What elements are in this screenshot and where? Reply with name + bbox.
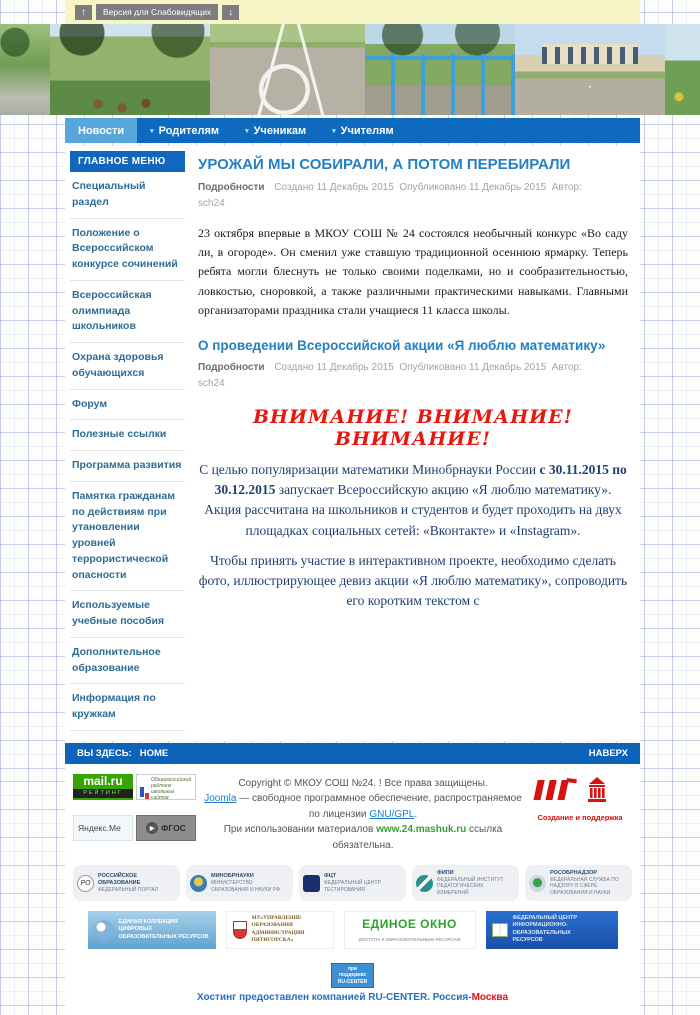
nav-label: Новости [78, 124, 125, 137]
sidebar-item-useful-links[interactable]: Полезные ссылки [70, 420, 185, 451]
breadcrumb-home-link[interactable]: HOME [139, 747, 169, 759]
partner-minobrnauki[interactable] [186, 865, 293, 901]
created-date: Создано 11 Декабрь 2015 [274, 182, 394, 193]
sidebar-item-clubs-info[interactable]: Информация по кружкам [70, 684, 185, 731]
hosting-text-main: Хостинг предоставлен компанией RU-CENTER. Россия- [196, 992, 472, 1004]
site-url-link[interactable]: www.24.mashuk.ru [376, 824, 467, 836]
banner-text: МУ«УПРАВЛЕНИЕ ОБРАЗОВАНИЯ АДМИНИСТРАЦИИ ПЯТИГОРСКА» [251, 915, 305, 944]
content-area [65, 146, 640, 741]
license-line [198, 791, 528, 822]
banner-edinoe-okno[interactable] [344, 911, 476, 949]
sidebar-item-special-section[interactable]: Специальный раздел [70, 172, 185, 219]
nav-item-students[interactable] [232, 118, 319, 143]
banner-title: ЕДИНОЕ ОКНО [362, 917, 457, 932]
partner-russian-education[interactable] [73, 865, 180, 901]
license-text: — свободное программное обеспечение, распространяемое по лицензии [236, 793, 522, 820]
header-photo-traffic-circle [210, 24, 365, 115]
nav-label: Учителям [340, 124, 394, 137]
materials-text: При использовании материалов [223, 824, 377, 836]
partner-title: ФИПИ [437, 870, 454, 877]
mailru-label: mail.ru [83, 773, 123, 788]
pyatigorsk-coat-of-arms-icon [233, 921, 247, 939]
license-text-end: . [414, 808, 418, 820]
nav-item-teachers[interactable] [319, 118, 407, 143]
studio-logo-link[interactable] [528, 774, 632, 854]
sidebar-item-additional-education[interactable]: Дополнительное образование [70, 638, 185, 685]
partner-subtitle: ФЕДЕРАЛЬНЫЙ ИНСТИТУТ ПЕДАГОГИЧЕСКИХ ИЗМЕРЕНИЙ [437, 877, 504, 896]
p1-start: С целью популяризации математики Минобрнауки России [199, 461, 540, 477]
ministry-emblem-icon [190, 875, 207, 892]
header-photo-flowers [665, 24, 700, 115]
partner-subtitle: ФЕДЕРАЛЬНАЯ СЛУЖБА ПО НАДЗОРУ В СФЕРЕ ОБРАЗОВАНИЯ И НАУКИ [550, 877, 619, 896]
p1-dates-bold: с 30.11.2015 по 30.12.2015 [214, 461, 627, 498]
sidebar-item-forum[interactable]: Форум [70, 390, 185, 421]
copyright-block [198, 774, 528, 854]
author-label: Автор: [551, 361, 582, 373]
play-icon: ▶ [146, 822, 158, 834]
hosting-text [65, 992, 640, 1003]
mailru-rating-label: РЕЙТИНГ [73, 789, 133, 798]
mashuk-studio-logo-icon [537, 774, 623, 806]
accessibility-bar [65, 0, 640, 24]
article-title-link[interactable]: УРОЖАЙ МЫ СОБИРАЛИ, А ПОТОМ ПЕРЕБИРАЛИ [198, 156, 571, 173]
banner-digital-resources-collection[interactable] [88, 911, 216, 949]
sidebar-item-development-program[interactable]: Программа развития [70, 451, 185, 482]
visually-impaired-version-button[interactable]: Версия для Слабовидящих [96, 4, 218, 20]
collection-logo-icon [94, 920, 114, 940]
breadcrumb-bar [65, 743, 640, 764]
hosting-block [65, 963, 640, 1004]
counter-badges [73, 774, 198, 854]
fgos-label: ФГОС [161, 823, 186, 833]
partner-subtitle: ФЕДЕРАЛЬНЫЙ ПОРТАЛ [98, 886, 159, 893]
article-title-link[interactable]: О проведении Всероссийской акции «Я люблю математику» [198, 337, 606, 353]
banner-text: ФЕДЕРАЛЬНЫЙ ЦЕНТР ИНФОРМАЦИОННО-ОБРАЗОВАТЕЛЬНЫХ РЕСУРСОВ [512, 915, 578, 944]
article-paragraph-1 [198, 460, 628, 541]
published-date: Опубликовано 11 Декабрь 2015 [399, 361, 547, 373]
banner-links-row [65, 905, 640, 957]
banner-subtitle: ДОСТУПА К ОБРАЗОВАТЕЛЬНЫМ РЕСУРСАМ [358, 937, 461, 943]
article-meta [198, 360, 628, 392]
partner-subtitle: МИНИСТЕРСТВО ОБРАЗОВАНИЯ И НАУКИ РФ [211, 880, 280, 893]
created-date: Создано 11 Декабрь 2015 [274, 361, 394, 373]
sidebar-main-menu [65, 146, 189, 741]
p1-end: запускает Всероссийскую акцию «Я люблю математику». Акция рассчитана на школьников и студентов и будет проходить на двух площадках социальных сетей: «Вконтакте» и «Instagram». [204, 482, 622, 538]
details-link[interactable]: Подробности [198, 182, 265, 193]
header-photo-schoolyard-stumps [50, 24, 210, 115]
article-harvest [198, 156, 628, 320]
attention-heading: ВНИМАНИЕ! ВНИМАНИЕ! ВНИМАНИЕ! [252, 405, 573, 450]
chevron-down-icon: ▾ [332, 127, 336, 135]
rucenter-badge[interactable]: при поддержке RU-CENTER [331, 963, 374, 989]
copyright-line: Copyright © МКОУ СОШ №24. ! Все права защищены. [238, 777, 488, 789]
details-link[interactable]: Подробности [198, 361, 265, 373]
partner-title: РОССИЙСКОЕ ОБРАЗОВАНИЕ [98, 873, 141, 886]
partner-title: ФЦТ [324, 873, 337, 880]
up-arrow-icon: ↑ [81, 6, 86, 18]
article-meta [198, 180, 628, 212]
rosobrnadzor-emblem-icon [529, 875, 546, 892]
materials-text-end: ссылка обязательна. [332, 824, 503, 851]
open-book-icon [492, 923, 508, 937]
partner-rosobrnadzor[interactable] [525, 865, 632, 901]
school-building-graphic [542, 44, 638, 64]
studio-caption: Создание и поддержка [537, 812, 623, 822]
article-body: 23 октября впервые в МКОУ СОШ № 24 состоялся необычный конкурс «Во саду ли, в огороде». Он сменил уже ставшую традиционной осеннюю ярмарку. Теперь ребята могли блеснуть не только своими поделками, но и сообразительностью, ловкостью, сноровкой, а также различными практическими навыками. Главными организаторами праздника стали учащиеся 11 класса школы. [198, 226, 628, 317]
chevron-down-icon: ▾ [245, 127, 249, 135]
you-are-here-label: ВЫ ЗДЕСЬ: [77, 747, 132, 759]
header-photo-strip [0, 24, 700, 115]
down-arrow-icon: ↓ [228, 6, 234, 18]
nav-label: Ученикам [253, 124, 307, 137]
footer-top-row [65, 774, 640, 854]
hosting-city: Москва [471, 992, 509, 1004]
partner-fipi[interactable] [412, 865, 519, 901]
joomla-link[interactable]: Joomla [204, 793, 237, 805]
article-math-action [198, 338, 628, 612]
nav-item-parents[interactable] [137, 118, 232, 143]
partner-subtitle: ФЕДЕРАЛЬНЫЙ ЦЕНТР ТЕСТИРОВАНИЯ [324, 880, 381, 893]
fct-shield-icon [303, 875, 320, 892]
scroll-down-button[interactable] [222, 5, 239, 20]
article-paragraph-2: Чтобы принять участие в интерактивном проекте, необходимо сделать фото, иллюстрирующее девиз акции «Я люблю математику», сопроводить его коротким текстом с [198, 552, 628, 609]
russian-education-icon: РО [77, 875, 94, 892]
author-label: Автор: [551, 182, 582, 193]
header-photo-blue-gate [365, 24, 515, 115]
banner-fcior[interactable] [486, 911, 618, 949]
sidebar-item-olympiad[interactable]: Всероссийская олимпиада школьников [70, 281, 185, 343]
mailru-rating-badge[interactable] [73, 774, 133, 800]
sidebar-item-textbooks[interactable]: Используемые учебные пособия [70, 591, 185, 638]
footer [65, 764, 640, 1015]
gnu-gpl-link[interactable]: GNU/GPL [369, 808, 415, 820]
back-to-top-link[interactable]: НАВЕРХ [588, 747, 628, 759]
sidebar-item-health[interactable]: Охрана здоровья обучающихся [70, 343, 185, 390]
published-date: Опубликовано 11 Декабрь 2015 [399, 182, 547, 193]
articles-column [189, 146, 640, 741]
partner-fct[interactable] [299, 865, 406, 901]
nav-item-news[interactable] [65, 118, 137, 143]
banner-pyatigorsk-education-dept[interactable] [226, 911, 334, 949]
school-sites-rating-badge[interactable]: Общероссийский рейтинг школьных сайтов [136, 774, 196, 800]
chevron-down-icon: ▾ [150, 127, 154, 135]
main-nav [65, 118, 640, 143]
fipi-logo-icon [416, 875, 433, 892]
yandex-metrika-badge[interactable]: Яндекс.Ме [73, 815, 133, 841]
header-photo-school-building [515, 24, 665, 115]
sidebar-item-essay-contest[interactable]: Положение о Всероссийском конкурсе сочинений [70, 219, 185, 281]
partner-links-row [65, 853, 640, 905]
nav-label: Родителям [158, 124, 220, 137]
sidebar-item-terror-memo[interactable]: Памятка гражданам по действиям при утановлении уровней террористической опасности [70, 482, 185, 592]
scroll-up-button[interactable] [75, 5, 92, 20]
partner-title: МИНОБРНАУКИ [211, 873, 254, 880]
sidebar-title: ГЛАВНОЕ МЕНЮ [70, 151, 185, 172]
author-name: sch24 [198, 198, 225, 209]
materials-line [198, 822, 528, 853]
partner-title: РОСОБРНАДЗОР [550, 870, 598, 877]
banner-text: ЕДИНАЯ КОЛЛЕКЦИЯ ЦИФРОВЫХ ОБРАЗОВАТЕЛЬНЫХ РЕСУРСОВ [118, 918, 209, 940]
header-photo-park [0, 24, 50, 115]
author-name: sch24 [198, 377, 225, 389]
fgos-video-badge[interactable] [136, 815, 196, 841]
